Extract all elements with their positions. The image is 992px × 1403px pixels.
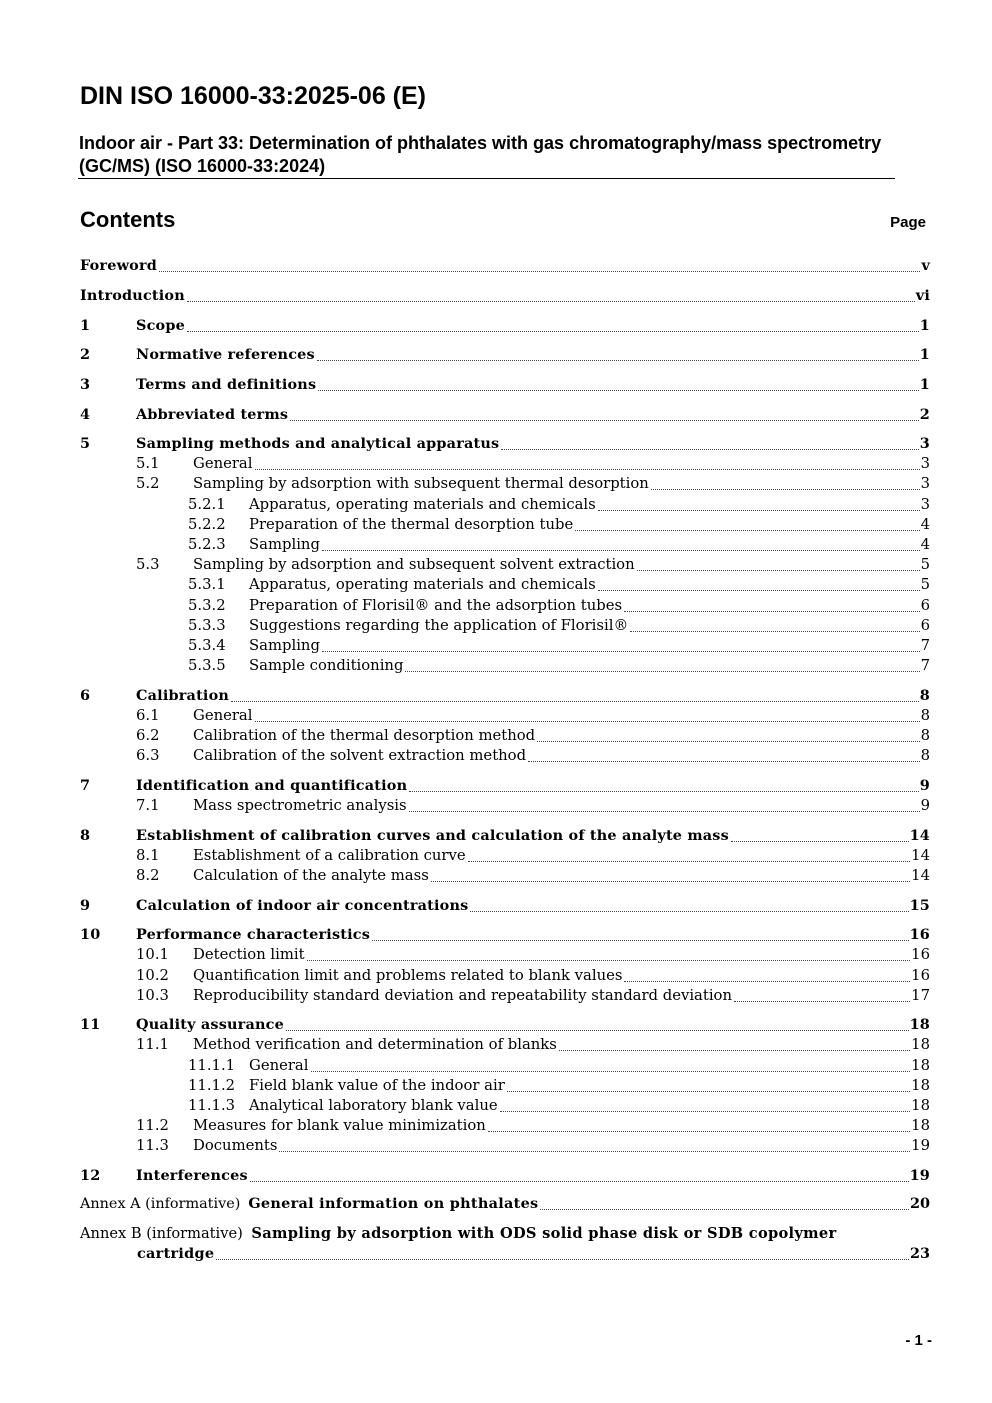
toc-entry-page: 18: [911, 1036, 930, 1053]
toc-entry-11-3[interactable]: [80, 1136, 930, 1156]
toc-annex-b-line1[interactable]: [80, 1224, 837, 1244]
toc-annex-b-line2[interactable]: [80, 1244, 930, 1264]
toc-entry-page: 18: [911, 1117, 930, 1134]
toc-dot-leader: [468, 861, 911, 862]
toc-entry-5-2-2[interactable]: [80, 515, 930, 535]
toc-dot-leader: [431, 881, 910, 882]
toc-entry-number: 11.1.3: [188, 1097, 236, 1114]
toc-entry-page: 2: [919, 406, 930, 423]
toc-entry-title: Calibration of the thermal desorption method: [193, 727, 536, 744]
toc-entry-title: General: [249, 1057, 309, 1074]
toc-entry-page: 19: [911, 1137, 930, 1154]
toc-dot-leader: [651, 489, 920, 490]
annex-title-continued: cartridge: [137, 1245, 215, 1262]
toc-dot-leader: [279, 1151, 910, 1152]
toc-entry-page: 16: [911, 967, 930, 984]
toc-entry-11-2[interactable]: [80, 1116, 930, 1136]
annex-label: Annex B (informative): [80, 1225, 243, 1242]
toc-foreword[interactable]: [80, 256, 930, 276]
page-column-label: Page: [890, 214, 926, 231]
toc-dot-leader: [216, 1259, 909, 1260]
toc-entry-page: 18: [911, 1077, 930, 1094]
toc-entry-10-2[interactable]: [80, 966, 930, 986]
toc-entry-6-2[interactable]: [80, 726, 930, 746]
toc-entry-page: 5: [920, 556, 930, 573]
toc-dot-leader: [598, 510, 920, 511]
toc-entry-number: 5.2.1: [188, 496, 226, 513]
toc-entry-page: 3: [919, 435, 930, 452]
toc-dot-leader: [187, 331, 919, 332]
toc-entry-title: Interferences: [136, 1167, 248, 1184]
toc-entry-5-3-1[interactable]: [80, 575, 930, 595]
toc-entry-page: 8: [920, 707, 930, 724]
contents-heading: Contents: [80, 207, 176, 232]
toc-entry-11-1[interactable]: [80, 1035, 930, 1055]
toc-dot-leader: [575, 530, 919, 531]
toc-entry-6-3[interactable]: [80, 746, 930, 766]
toc-entry-10-3[interactable]: [80, 986, 930, 1006]
toc-entry-page: 3: [920, 475, 930, 492]
toc-dot-leader: [159, 271, 920, 272]
toc-entry-title: Abbreviated terms: [136, 406, 289, 423]
toc-entry-page: 7: [920, 657, 930, 674]
toc-entry-number: 11: [80, 1016, 101, 1033]
toc-entry-number: 9: [80, 897, 91, 914]
toc-entry-3[interactable]: [80, 375, 930, 395]
toc-entry-number: 5: [80, 435, 91, 452]
toc-entry-number: 4: [80, 406, 91, 423]
toc-entry-page: 7: [920, 637, 930, 654]
toc-dot-leader: [405, 671, 919, 672]
toc-dot-leader: [290, 420, 919, 421]
toc-entry-5-3-4[interactable]: [80, 636, 930, 656]
toc-entry-page: 15: [909, 897, 930, 914]
toc-entry-number: 6.1: [136, 707, 160, 724]
toc-entry-title: Preparation of the thermal desorption tube: [249, 516, 574, 533]
toc-entry-title: Calculation of the analyte mass: [193, 867, 429, 884]
toc-entry-page: 8: [920, 727, 930, 744]
toc-entry-page: 17: [911, 987, 930, 1004]
toc-entry-page: 4: [920, 516, 930, 533]
toc-entry-7[interactable]: [80, 776, 930, 796]
toc-dot-leader: [734, 1001, 910, 1002]
page-number: - 1 -: [905, 1332, 932, 1349]
toc-entry-title: Normative references: [136, 346, 315, 363]
toc-entry-title: Analytical laboratory blank value: [249, 1097, 498, 1114]
toc-entry-number: 2: [80, 346, 91, 363]
toc-entry-8-2[interactable]: [80, 866, 930, 886]
toc-entry-number: 5.3.5: [188, 657, 226, 674]
toc-entry-title: Documents: [193, 1137, 278, 1154]
toc-entry-page: 16: [909, 926, 930, 943]
toc-entry-page: 16: [911, 946, 930, 963]
toc-entry-page: 8: [920, 747, 930, 764]
toc-entry-number: 11.1: [136, 1036, 169, 1053]
toc-entry-8[interactable]: [80, 826, 930, 846]
toc-annex-a[interactable]: [80, 1194, 930, 1214]
toc-entry-title: Sampling methods and analytical apparatus: [136, 435, 500, 452]
toc-entry-page: 14: [911, 867, 930, 884]
toc-entry-number: 5.3.3: [188, 617, 226, 634]
toc-entry-5-3[interactable]: [80, 555, 930, 575]
toc-entry-title: Calibration of the solvent extraction method: [193, 747, 527, 764]
toc-entry-8-1[interactable]: [80, 846, 930, 866]
toc-dot-leader: [731, 841, 909, 842]
toc-entry-title: Sample conditioning: [249, 657, 404, 674]
toc-dot-leader: [488, 1131, 910, 1132]
toc-entry-title: General: [193, 455, 253, 472]
toc-entry-number: 10.2: [136, 967, 169, 984]
toc-entry-title: Establishment of calibration curves and calculation of the analyte mass: [136, 827, 729, 844]
toc-entry-title: Sampling: [249, 637, 320, 654]
toc-dot-leader: [250, 1181, 909, 1182]
annex-label: Annex A (informative): [80, 1196, 241, 1212]
toc-entry-title: Sampling by adsorption with subsequent thermal desorption: [193, 475, 649, 492]
toc-dot-leader: [624, 611, 919, 612]
toc-entry-title: Quality assurance: [136, 1016, 284, 1033]
toc-entry-number: 8.1: [136, 847, 160, 864]
toc-dot-leader: [322, 550, 920, 551]
toc-dot-leader: [286, 1030, 909, 1031]
toc-entry-11[interactable]: [80, 1015, 930, 1035]
toc-entry-9[interactable]: [80, 896, 930, 916]
toc-entry-number: 11.3: [136, 1137, 169, 1154]
toc-entry-number: 5.2.2: [188, 516, 226, 533]
toc-entry-7-1[interactable]: [80, 796, 930, 816]
toc-entry-number: 10.3: [136, 987, 169, 1004]
toc-dot-leader: [317, 360, 919, 361]
toc-entry-5-1[interactable]: [80, 454, 930, 474]
toc-dot-leader: [501, 449, 918, 450]
toc-entry-page: 6: [920, 597, 930, 614]
document-id: DIN ISO 16000-33:2025-06 (E): [80, 82, 427, 110]
toc-entry-page: 18: [911, 1057, 930, 1074]
toc-entry-number: 12: [80, 1167, 101, 1184]
annex-title: General information on phthalates: [248, 1195, 539, 1212]
toc-entry-title: Measures for blank value minimization: [193, 1117, 486, 1134]
toc-entry-number: 6.3: [136, 747, 160, 764]
toc-entry-page: 14: [909, 827, 930, 844]
toc-entry-title: Scope: [136, 317, 185, 334]
toc-entry-number: 5.3: [136, 556, 160, 573]
toc-entry-number: 11.1.1: [188, 1057, 236, 1074]
toc-entry-number: 3: [80, 376, 91, 393]
toc-dot-leader: [540, 1209, 909, 1210]
toc-dot-leader: [624, 981, 910, 982]
toc-entry-5[interactable]: [80, 434, 930, 454]
toc-dot-leader: [231, 701, 919, 702]
toc-entry-page: 1: [919, 376, 930, 393]
toc-entry-number: 5.1: [136, 455, 160, 472]
toc-entry-title: Performance characteristics: [136, 926, 371, 943]
toc-dot-leader: [630, 631, 919, 632]
toc-dot-leader: [322, 651, 920, 652]
toc-entry-page: 9: [919, 777, 930, 794]
toc-entry-page: 6: [920, 617, 930, 634]
toc-entry-11-1-1[interactable]: [80, 1056, 930, 1076]
toc-entry-5-2-3[interactable]: [80, 535, 930, 555]
annex-title: Sampling by adsorption with ODS solid phase disk or SDB copolymer: [251, 1225, 837, 1242]
toc-entry-number: 10.1: [136, 946, 169, 963]
toc-entry-page: 1: [919, 346, 930, 363]
toc-entry-6-1[interactable]: [80, 706, 930, 726]
toc-entry-title: Quantification limit and problems related to blank values: [193, 967, 623, 984]
toc-entry-10-1[interactable]: [80, 945, 930, 965]
toc-entry-title: Field blank value of the indoor air: [249, 1077, 505, 1094]
toc-entry-title: Detection limit: [193, 946, 305, 963]
toc-entry-title: Apparatus, operating materials and chemicals: [249, 576, 596, 593]
toc-entry-title: Method verification and determination of blanks: [193, 1036, 557, 1053]
toc-entry-number: 11.1.2: [188, 1077, 236, 1094]
toc-dot-leader: [528, 761, 920, 762]
toc-entry-title: Reproducibility standard deviation and repeatability standard deviation: [193, 987, 732, 1004]
toc-entry-page: v: [921, 257, 930, 274]
toc-entry-number: 8.2: [136, 867, 160, 884]
toc-entry-number: 8: [80, 827, 91, 844]
toc-dot-leader: [507, 1091, 910, 1092]
toc-entry-5-2-1[interactable]: [80, 495, 930, 515]
toc-dot-leader: [559, 1050, 910, 1051]
toc-dot-leader: [409, 791, 919, 792]
toc-dot-leader: [637, 570, 920, 571]
toc-dot-leader: [372, 940, 909, 941]
toc-dot-leader: [500, 1111, 911, 1112]
title-rule: [78, 178, 895, 179]
toc-entry-5-3-5[interactable]: [80, 656, 930, 676]
toc-entry-5-2[interactable]: [80, 474, 930, 494]
toc-entry-5-3-2[interactable]: [80, 596, 930, 616]
toc-entry-title: Preparation of Florisil® and the adsorption tubes: [249, 597, 623, 614]
toc-entry-title: Terms and definitions: [136, 376, 317, 393]
toc-entry-page: vi: [915, 287, 930, 304]
toc-entry-page: 5: [920, 576, 930, 593]
toc-entry-number: 6.2: [136, 727, 160, 744]
toc-entry-number: 10: [80, 926, 101, 943]
toc-dot-leader: [307, 960, 911, 961]
toc-entry-number: 7: [80, 777, 91, 794]
toc-entry-6[interactable]: [80, 686, 930, 706]
toc-dot-leader: [409, 811, 920, 812]
toc-dot-leader: [598, 590, 920, 591]
toc-entry-page: 3: [920, 455, 930, 472]
toc-entry-title: Apparatus, operating materials and chemicals: [249, 496, 596, 513]
toc-entry-page: 9: [920, 797, 930, 814]
toc-dot-leader: [255, 469, 920, 470]
toc-entry-page: 3: [920, 496, 930, 513]
toc-introduction[interactable]: [80, 286, 930, 306]
toc-entry-number: 5.3.4: [188, 637, 226, 654]
toc-entry-title: Identification and quantification: [136, 777, 408, 794]
toc-dot-leader: [255, 721, 920, 722]
toc-entry-page: 20: [909, 1195, 930, 1212]
toc-entry-number: 7.1: [136, 797, 160, 814]
toc-entry-11-1-3[interactable]: [80, 1096, 930, 1116]
toc-entry-4[interactable]: [80, 405, 930, 425]
toc-entry-title: Calibration: [136, 687, 230, 704]
toc-dot-leader: [187, 301, 915, 302]
toc-dot-leader: [311, 1071, 911, 1072]
toc-entry-5-3-3[interactable]: [80, 616, 930, 636]
toc-entry-page: 4: [920, 536, 930, 553]
toc-entry-page: 18: [909, 1016, 930, 1033]
toc-entry-number: 11.2: [136, 1117, 169, 1134]
toc-entry-number: 1: [80, 317, 91, 334]
toc-entry-title: Calculation of indoor air concentrations: [136, 897, 469, 914]
toc-entry-number: 5.2: [136, 475, 160, 492]
toc-entry-page: 19: [909, 1167, 930, 1184]
toc-entry-number: 6: [80, 687, 91, 704]
document-subtitle: Indoor air - Part 33: Determination of phthalates with gas chromatography/mass spectrometry (GC/MS) (ISO 16000-33:2024): [79, 133, 882, 176]
toc-entry-page: 8: [919, 687, 930, 704]
toc-entry-title: Mass spectrometric analysis: [193, 797, 407, 814]
toc-entry-number: 5.2.3: [188, 536, 226, 553]
toc-entry-page: 23: [909, 1245, 930, 1262]
toc-entry-title: General: [193, 707, 253, 724]
toc-entry-10[interactable]: [80, 925, 930, 945]
toc-entry-title: Sampling by adsorption and subsequent solvent extraction: [193, 556, 635, 573]
toc-dot-leader: [318, 390, 919, 391]
toc-entry-title: Sampling: [249, 536, 320, 553]
toc-entry-title: Introduction: [80, 287, 185, 304]
toc-entry-2[interactable]: [80, 345, 930, 365]
toc-entry-number: 5.3.2: [188, 597, 226, 614]
toc-entry-1[interactable]: [80, 316, 930, 336]
toc-entry-page: 1: [919, 317, 930, 334]
toc-entry-page: 14: [911, 847, 930, 864]
toc-entry-title: Suggestions regarding the application of Florisil®: [249, 617, 629, 634]
toc-entry-page: 18: [911, 1097, 930, 1114]
toc-entry-title: Foreword: [80, 257, 157, 274]
toc-entry-11-1-2[interactable]: [80, 1076, 930, 1096]
toc-entry-12[interactable]: [80, 1166, 930, 1186]
toc-dot-leader: [470, 911, 908, 912]
toc-dot-leader: [537, 741, 919, 742]
toc-entry-title: Establishment of a calibration curve: [193, 847, 466, 864]
toc-entry-number: 5.3.1: [188, 576, 226, 593]
